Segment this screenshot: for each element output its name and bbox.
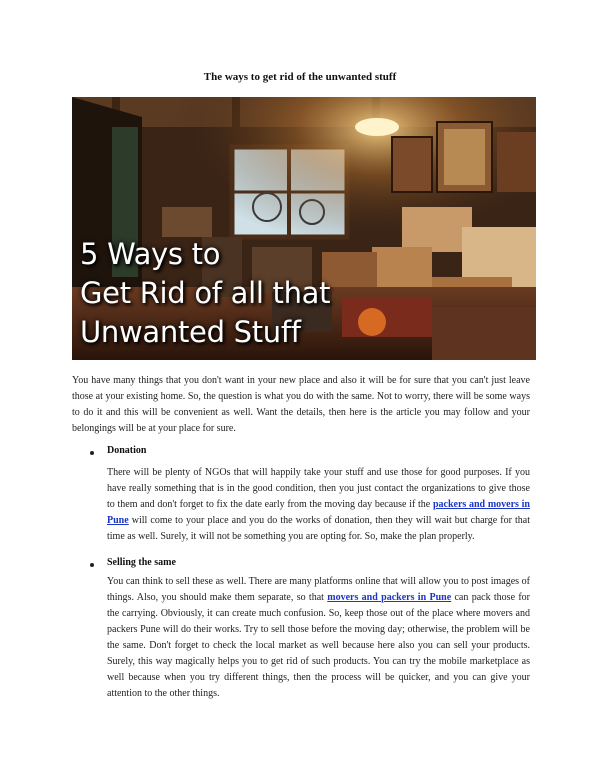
packers-movers-pune-link[interactable]: packers and movers in Pune <box>107 499 530 526</box>
section-heading-donation: Donation <box>107 445 147 456</box>
section-body-selling <box>107 574 530 702</box>
intro-paragraph: You have many things that you don't want in your new place and also it will be for sure that you can't just leave those at your existing home. So, the question is what you do with the same. Not to worry, there will be some ways to do it and this will be convenient as well. Want the details, then here is the article you may follow and your belongings will be at your place for sure. <box>72 375 530 434</box>
hero-image <box>72 97 536 360</box>
section-heading-selling: Selling the same <box>107 557 176 568</box>
section-body-donation <box>107 465 530 545</box>
bullet-dot <box>90 451 94 455</box>
section-text: will come to your place and you do the works of donation, then they will wait but charge for that time as well. Surely, it will not be something you are opting for. So, make the plan properly. <box>107 515 530 542</box>
hero-line-1: 5 Ways to <box>80 237 221 271</box>
movers-packers-pune-link[interactable]: movers and packers in Pune <box>327 592 452 603</box>
hero-overlay-text <box>80 235 330 352</box>
hero-line-2: Get Rid of all that <box>80 276 331 310</box>
page-title: The ways to get rid of the unwanted stuff <box>203 71 397 83</box>
hero-line-3: Unwanted Stuff <box>80 315 301 349</box>
bullet-dot <box>90 563 94 567</box>
section-text: can pack those for the carrying. Obviously, it can create much confusion. So, keep those out of the place where movers and packers Pune will do their works. Try to sell those before the moving day; otherwise, the problem will be the same. Don't forget to check the local market as well because here also you can sell your products. Surely, this way magically helps you to get rid of such products. You can try the mobile marketplace as well because when you try different things, then the process will be quicker, and you can give your attention to the other things. <box>107 592 531 699</box>
section-text: You can think to sell these as well. There are many platforms online that will allow you to post images of things. Also, you should make them separate, so that <box>107 576 530 603</box>
section-text: There will be plenty of NGOs that will happily take your stuff and use those for good purposes. If you have really something that is in the good condition, then you just contact the organizations to give those to them and don't forget to fix the date early from the moving day because if the <box>107 467 530 510</box>
